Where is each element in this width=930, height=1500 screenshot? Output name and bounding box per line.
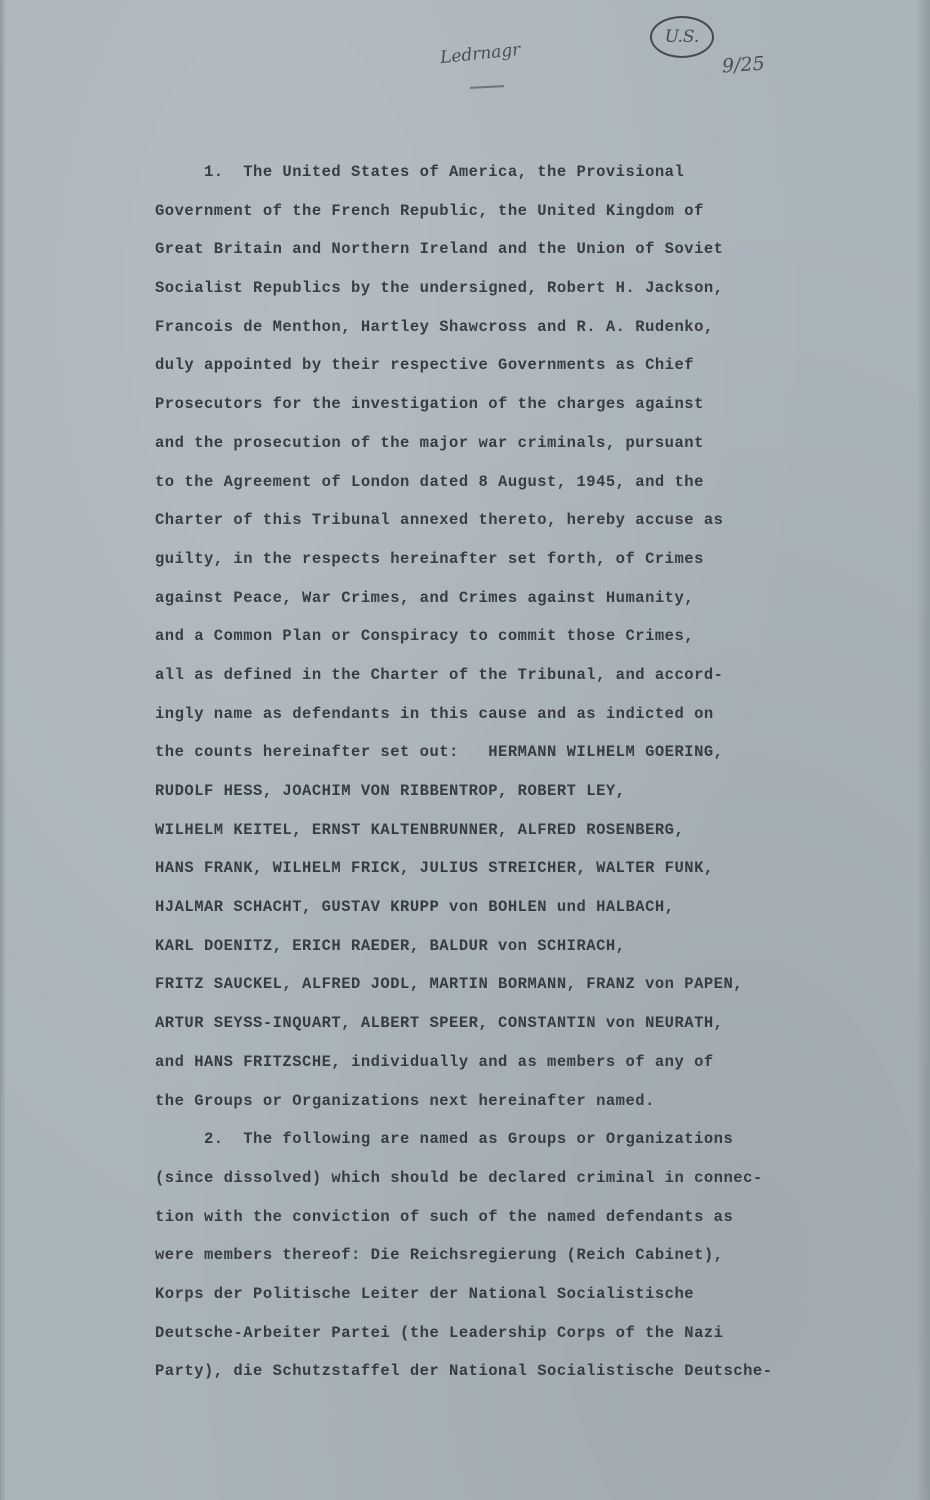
text-line: and a Common Plan or Conspiracy to commit those Crimes, [155,627,695,646]
text-line: 2. The following are named as Groups or Organizations [155,1130,734,1149]
text-line: WILHELM KEITEL, ERNST KALTENBRUNNER, ALFRED ROSENBERG, [155,820,685,839]
text-line: the Groups or Organizations next hereinafter named. [155,1091,655,1110]
text-line: all as defined in the Charter of the Tribunal, and accord- [155,665,724,684]
text-line: Prosecutors for the investigation of the charges against [155,395,704,414]
text-line: guilty, in the respects hereinafter set forth, of Crimes [155,549,704,568]
text-line: Socialist Republics by the undersigned, Robert H. Jackson, [155,279,724,298]
handwritten-date: 9/25 [721,52,766,78]
circled-annotation: U.S. [650,16,714,58]
text-line: 1. The United States of America, the Provisional [155,163,685,181]
text-line: HANS FRANK, WILHELM FRICK, JULIUS STREICHER, WALTER FUNK, [155,859,714,878]
text-line: FRITZ SAUCKEL, ALFRED JODL, MARTIN BORMANN, FRANZ von PAPEN, [155,975,744,994]
page-edge-left [0,0,6,1500]
text-line: Deutsche-Arbeiter Partei (the Leadership Corps of the Nazi [155,1323,724,1342]
text-line: tion with the conviction of such of the named defendants as [155,1207,734,1226]
text-line: RUDOLF HESS, JOACHIM VON RIBBENTROP, ROBERT LEY, [155,782,626,800]
text-line: Party), die Schutzstaffel der National Socialistische Deutsche- [155,1362,773,1381]
text-line: Government of the French Republic, the United Kingdom of [155,201,704,220]
text-line: and the prosecution of the major war criminals, pursuant [155,433,704,452]
text-line: (since dissolved) which should be declared criminal in connec- [155,1168,763,1187]
indictment-text [155,153,875,1391]
text-line: were members thereof: Die Reichsregierung (Reich Cabinet), [155,1246,724,1265]
text-line: Great Britain and Northern Ireland and the Union of Soviet [155,240,724,259]
handwritten-underline [470,85,504,89]
text-line: KARL DOENITZ, ERICH RAEDER, BALDUR von SCHIRACH, [155,936,626,955]
text-line: the counts hereinafter set out: HERMANN WILHELM GOERING, [155,743,724,762]
text-line: duly appointed by their respective Governments as Chief [155,356,695,375]
text-line: Francois de Menthon, Hartley Shawcross and R. A. Rudenko, [155,317,714,336]
text-line: Korps der Politische Leiter der National Socialistische [155,1284,695,1303]
handwritten-note-left: Ledrnagr [439,39,522,69]
page-edge-right [916,0,930,1500]
text-line: HJALMAR SCHACHT, GUSTAV KRUPP von BOHLEN und HALBACH, [155,898,675,917]
text-line: Charter of this Tribunal annexed thereto, hereby accuse as [155,511,724,530]
text-line: ARTUR SEYSS-INQUART, ALBERT SPEER, CONSTANTIN von NEURATH, [155,1014,724,1033]
text-line: and HANS FRITZSCHE, individually and as members of any of [155,1052,714,1071]
text-line: to the Agreement of London dated 8 August, 1945, and the [155,472,704,491]
text-line: against Peace, War Crimes, and Crimes against Humanity, [155,588,695,607]
text-line: ingly name as defendants in this cause and as indicted on [155,704,714,723]
